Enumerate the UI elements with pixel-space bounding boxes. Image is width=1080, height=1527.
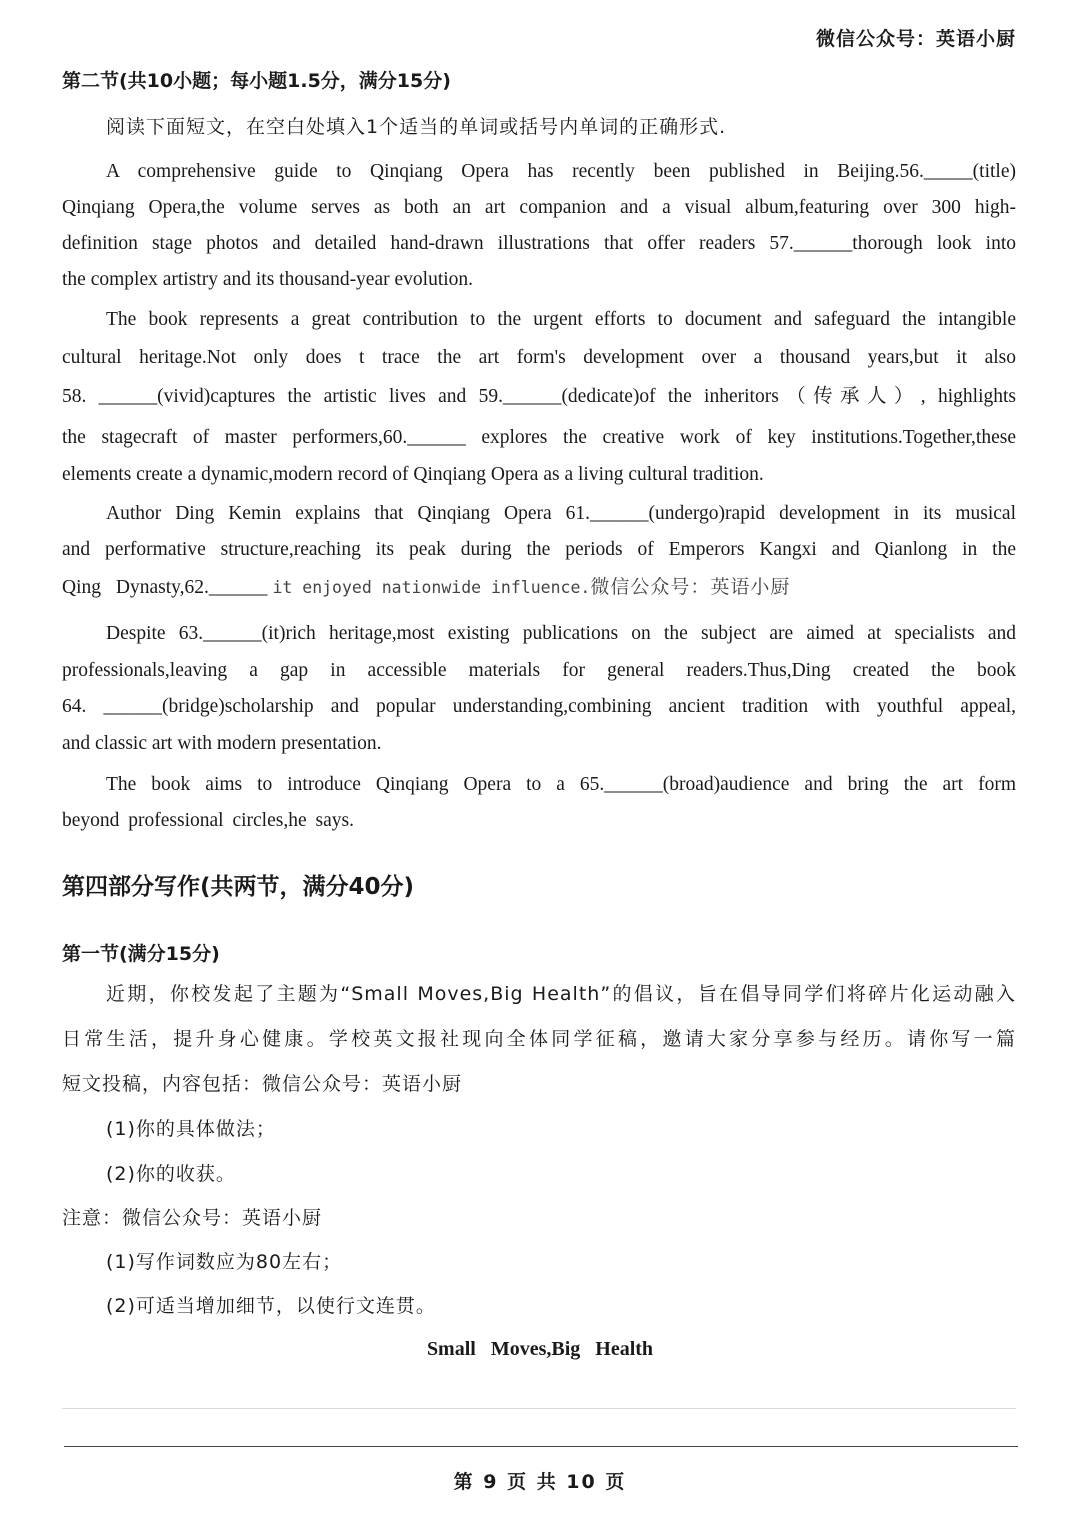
footer-divider bbox=[64, 1446, 1018, 1447]
passage-line: The book aims to introduce Qinqiang Opera to a 65.______(broad)audience and bring the art form bbox=[106, 774, 1016, 795]
prompt-line: 短文投稿，内容包括：微信公众号：英语小厨 bbox=[62, 1073, 463, 1095]
passage-line: The book represents a great contribution to the urgent efforts to document and safeguard the intangible bbox=[106, 309, 1016, 330]
passage-line: elements create a dynamic,modern record of Qinqiang Opera as a living cultural tradition. bbox=[62, 464, 764, 485]
page-number: 第 9 页 共 10 页 bbox=[453, 1471, 627, 1493]
note-label: 注意：微信公众号：英语小厨 bbox=[62, 1207, 323, 1229]
passage-line: beyond professional circles,he says. bbox=[62, 810, 354, 831]
passage-line: 58. ______(vivid)captures the artistic lives and 59.______(dedicate)of the inheritors（传承人）, highlights bbox=[62, 386, 1016, 407]
passage-line: the stagecraft of master performers,60.______ explores the creative work of key institutions.Together,these bbox=[62, 427, 1016, 448]
prompt-line: 日常生活，提升身心健康。学校英文报社现向全体同学征稿，邀请大家分享参与经历。请你写一篇 bbox=[62, 1028, 1016, 1050]
passage-fragment: Qing Dynasty,62.______ bbox=[62, 577, 268, 598]
passage-line: Author Ding Kemin explains that Qinqiang Opera 61.______(undergo)rapid development in its musical bbox=[106, 503, 1016, 524]
passage-line: A comprehensive guide to Qinqiang Opera has recently been published in Beijing.56._____(title) bbox=[106, 161, 1016, 182]
note-item: (2)可适当增加细节，以使行文连贯。 bbox=[106, 1295, 436, 1317]
passage-line: and classic art with modern presentation. bbox=[62, 733, 382, 754]
prompt-point: (1)你的具体做法； bbox=[106, 1118, 276, 1140]
passage-line: Qinqiang Opera,the volume serves as both an art companion and a visual album,featuring over 300 high- bbox=[62, 197, 1016, 218]
passage-line: Despite 63.______(it)rich heritage,most existing publications on the subject are aimed at specialists and bbox=[106, 623, 1016, 644]
passage-line: professionals,leaving a gap in accessible materials for general readers.Thus,Ding created the book bbox=[62, 660, 1016, 681]
watermark-inline: 微信公众号：英语小厨 bbox=[590, 576, 791, 598]
note-item: (1)写作词数应为80左右； bbox=[106, 1251, 343, 1273]
section-2-instruction: 阅读下面短文，在空白处填入1个适当的单词或括号内单词的正确形式. bbox=[106, 116, 727, 138]
passage-fragment-mono: it enjoyed nationwide influence. bbox=[272, 578, 591, 597]
writing-line bbox=[62, 1408, 1016, 1409]
passage-line: definition stage photos and detailed hand-drawn illustrations that offer readers 57.______thorough look into bbox=[62, 233, 1016, 254]
section-2-heading: 第二节(共10小题；每小题1.5分，满分15分) bbox=[62, 70, 451, 92]
part-4-heading: 第四部分写作(共两节，满分40分) bbox=[62, 874, 415, 900]
essay-title: Small Moves,Big Health bbox=[426, 1338, 654, 1360]
section-1-heading: 第一节(满分15分) bbox=[62, 943, 220, 965]
passage-line: the complex artistry and its thousand-year evolution. bbox=[62, 269, 474, 290]
passage-line-mixed bbox=[62, 573, 790, 601]
passage-line: cultural heritage.Not only does t trace the art form's development over a thousand years,but it also bbox=[62, 347, 1016, 368]
prompt-line: 近期，你校发起了主题为“Small Moves,Big Health”的倡议，旨在倡导同学们将碎片化运动融入 bbox=[106, 983, 1016, 1005]
prompt-point: (2)你的收获。 bbox=[106, 1163, 236, 1185]
passage-line: 64. ______(bridge)scholarship and popular understanding,combining ancient tradition with youthful appeal, bbox=[62, 696, 1016, 717]
header-watermark: 微信公众号：英语小厨 bbox=[815, 28, 1016, 50]
passage-line: and performative structure,reaching its peak during the periods of Emperors Kangxi and Qianlong in the bbox=[62, 539, 1016, 560]
